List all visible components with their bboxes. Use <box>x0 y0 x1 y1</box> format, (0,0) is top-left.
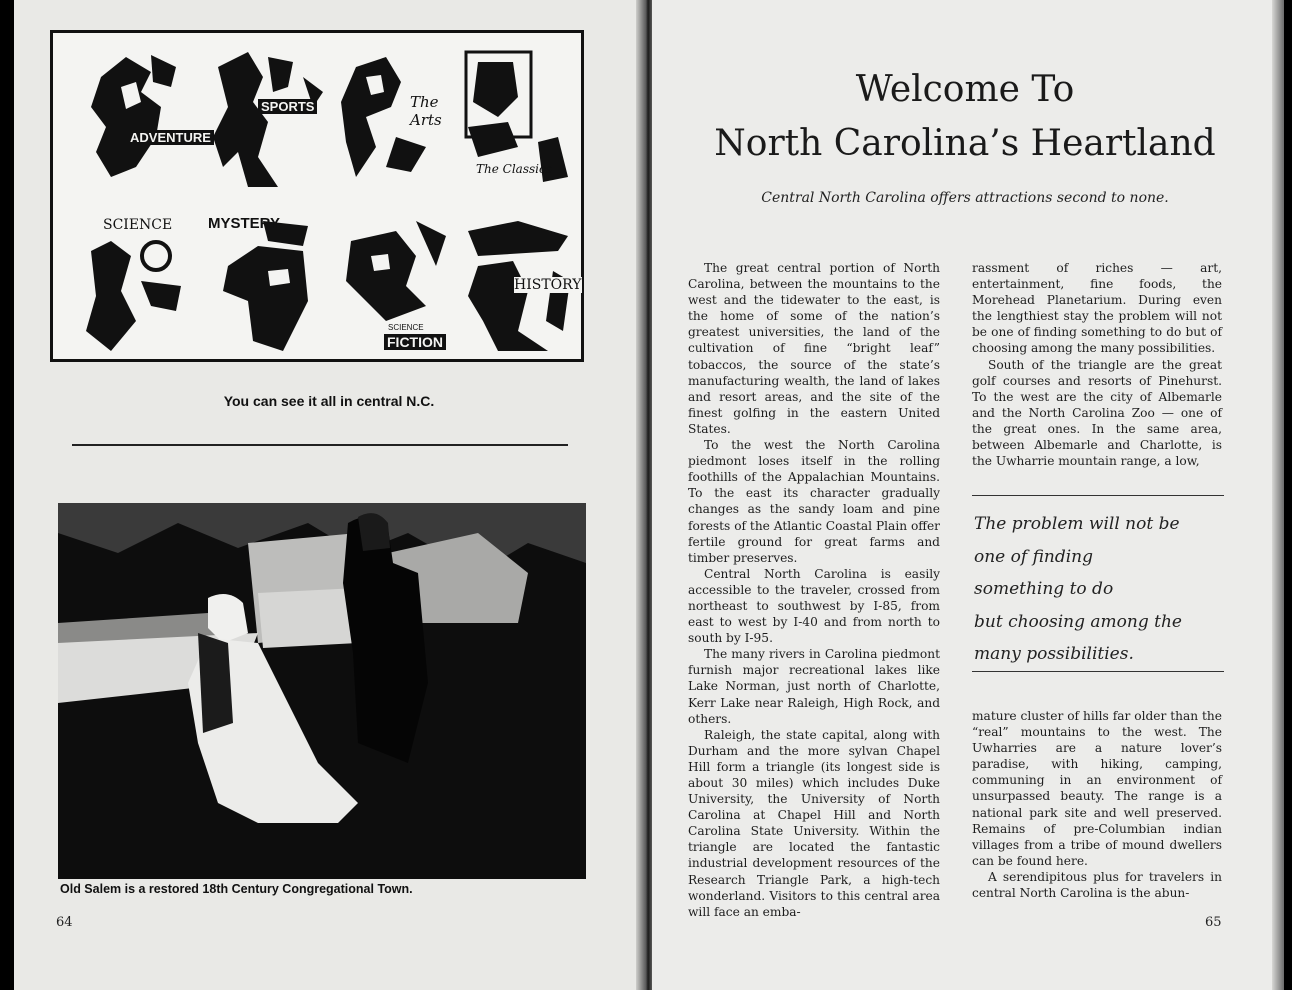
pull-quote <box>974 508 1226 671</box>
mystery-illustration <box>208 211 326 356</box>
body-column-right-bottom <box>972 708 1222 901</box>
paragraph: To the west the North Carolina piedmont loses itself in the rolling foothills of the Appalachian Mountains. To the east its character gradually changes as the sandy loam and pine forests of the Atlantic Coastal Plain offer fertile ground for great farms and timber preserves. <box>688 438 940 565</box>
paragraph: Central North Carolina is easily accessible to the traveler, crossed from northeast to southwest by I-85, from east to west by I-40 and from north to south by I-95. <box>688 566 940 646</box>
page-edge <box>1272 0 1284 990</box>
page-number-right: 65 <box>1205 915 1222 930</box>
photo-caption: Old Salem is a restored 18th Century Congregational Town. <box>60 882 413 896</box>
mystery-label: MYSTERY <box>208 215 280 232</box>
sports-label: SPORTS <box>258 99 317 114</box>
headline-line-2: North Carolina’s Heartland <box>714 123 1216 164</box>
pull-quote-line: The problem will not be <box>974 514 1180 534</box>
pull-quote-line: but choosing among the <box>974 611 1182 632</box>
paragraph: Raleigh, the state capital, along with Durham and the more sylvan Chapel Hill form a triangle (its longest side is about 30 miles) which includes Duke University, the University of North Carolina at Chapel Hill and North Carolina State University. Within the triangle are located the fantastic industrial development resources of the Research Triangle Park, a high-tech wonderland. Visitors to this central area will face an emba- <box>688 727 940 919</box>
adventure-label: ADVENTURE <box>127 130 214 145</box>
pull-quote-line: something to do <box>974 579 1114 599</box>
article-headline <box>652 63 1278 171</box>
paragraph: The many rivers in Carolina piedmont furnish major recreational lakes like Lake Norman, just north of Charlotte, Kerr Lake near Raleigh, High Rock, and others. <box>688 647 940 726</box>
left-page <box>14 0 644 990</box>
sports-illustration <box>208 47 326 192</box>
page-number-left: 64 <box>56 915 73 930</box>
body-column-left <box>688 260 940 920</box>
science-illustration <box>81 211 199 356</box>
body-column-right-top <box>972 260 1222 469</box>
paragraph: mature cluster of hills far older than the “real” mountains to the west. The Uwharries are a nature lover’s paradise, with hiking, camping, communing in an environment of unsurpassed beauty. The range is a national park site and well preserved. Remains of pre-Columbian indian villages from a tribe of mound dwellers can be found here. <box>972 709 1222 868</box>
paragraph: A serendipitous plus for travelers in central North Carolina is the abun- <box>972 869 1222 901</box>
right-page <box>652 0 1278 990</box>
paragraph: rassment of riches — art, entertainment, fine foods, the Morehead Planetarium. During even the lengthiest stay the problem will not be one of finding something to do but of choosing among the many possibilities. <box>972 261 1222 356</box>
pull-quote-rule-top <box>972 495 1224 496</box>
paragraph: The great central portion of North Carolina, between the mountains to the west and the tidewater to the east, is the home of some of the nation’s greatest universities, the land of the cultivation of fine “bright leaf” tobaccos, the source of the state’s manufacturing wealth, the land of lakes and resort areas, and the site of the finest golfing in the eastern United States. <box>688 261 940 436</box>
old-salem-photo <box>58 503 586 879</box>
science-fiction-label-bottom: FICTION <box>384 334 446 350</box>
pull-quote-rule-bottom <box>972 671 1224 672</box>
paragraph: South of the triangle are the great golf courses and resorts of Pinehurst. To the west are the city of Albemarle and the North Carolina Zoo — one of the great ones. In the same area, between Albemarle and Charlotte, is the Uwharrie mountain range, a low, <box>972 357 1222 469</box>
section-divider <box>72 444 568 446</box>
pull-quote-line: many possibilities. <box>974 644 1134 664</box>
history-label: HISTORY <box>514 277 582 293</box>
arts-label: The Arts <box>410 93 442 129</box>
classics-label: The Classics <box>476 162 552 176</box>
science-label: SCIENCE <box>103 217 173 233</box>
science-fiction-label-top: SCIENCE <box>388 323 424 332</box>
science-fiction-illustration <box>336 211 454 356</box>
article-subhead: Central North Carolina offers attractions second to none. <box>761 190 1169 206</box>
arts-illustration <box>336 47 454 192</box>
headline-line-1: Welcome To <box>855 69 1075 110</box>
adventure-illustration <box>81 47 211 192</box>
history-illustration <box>458 211 582 356</box>
genre-illustration-panel <box>50 30 584 362</box>
classics-illustration <box>458 47 576 192</box>
pull-quote-line: one of finding <box>974 546 1094 567</box>
genre-panel-caption: You can see it all in central N.C. <box>223 393 435 409</box>
